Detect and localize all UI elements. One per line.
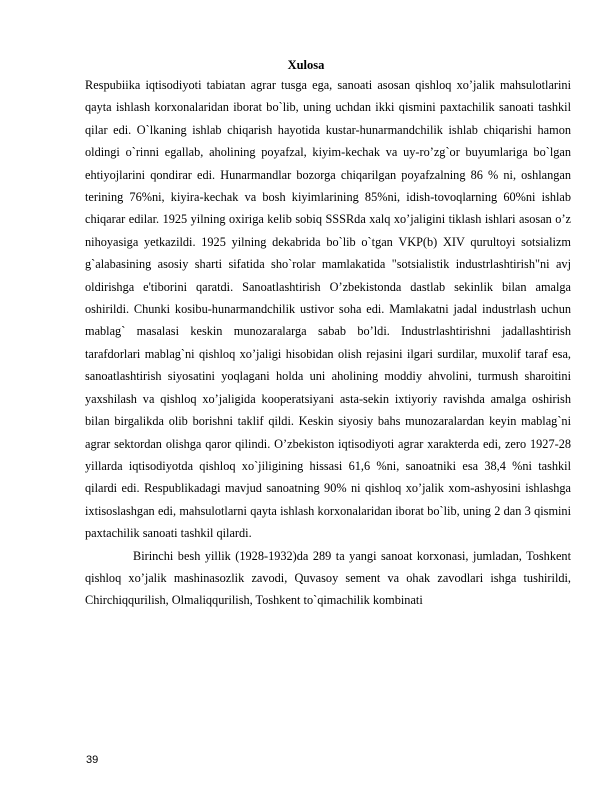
page-number: 39	[86, 754, 99, 766]
body-text	[85, 74, 571, 612]
paragraph: Birinchi besh yillik (1928-1932)da 289 ta yangi sanoat korxonasi, jumladan, Toshkent qishloq xo’jalik mashinasozlik zavodi, Quvasoy sement va ohak zavodlari ishga tushirildi, Chirchiqqurilish, Olmaliqqurilish, Toshkent to`qimachilik kombinati	[85, 548, 571, 608]
page-title: Xulosa	[287, 58, 325, 72]
paragraph: Respubiika iqtisodiyoti tabiatan agrar tusga ega, sanoati asosan qishloq xo’jalik mahsulotlarini qayta ishlash korxonalaridan iborat bo`lib, uning uchdan ikki qismini paxtachilik sanoati tashkil qilar edi. O`lkaning ishlab chiqarish hayotida kustar-hunarmandchilik ishlab chiqarishi hamon oldingi o`rinni egallab, aholining poyafzal, kiyim-kechak va uy-ro’zg`or buyumlariga bo`lgan ehtiyojlarini qondirar edi. Hunarmandlar bozorga chiqarilgan poyafzalning 86 % ni, oshlangan terining 76%ni, kiyira-kechak va bosh kiyimlarining 85%ni, idish-tovoqlarning 60%ni ishlab chiqarar edilar. 1925 yilning oxiriga kelib sobiq SSSRda xalq xo’jaligini tiklash ishlari asosan o’z nihoyasiga yetkazildi. 1925 yilning dekabrida bo`lib o`tgan VKP(b) XIV qurultoyi sotsializm g`alabasining asosiy sharti sifatida sho`rolar mamlakatida "sotsialistik industrlashtirish"ni avj oldirishga e'tiborini qaratdi. Sanoatlashtirish O’zbekistonda dastlab sekinlik bilan amalga oshirildi. Chunki kosibu-hunarmandchilik ustivor soha edi. Mamlakatni jadal industrlash uchun mablag` masalasi keskin munozaralarga sabab bo’ldi. Industrlashtirishni jadallashtirish tarafdorlari mablag`ni qishloq xo’jaligi hisobidan olish rejasini ilgari surdilar, muxolif taraf esa, sanoatlashtirish siyosatini yoqlagani holda uni aholining moddiy ahvolini, turmush sharoitini yaxshilash va qishloq xo’jaligida kooperatsiyani asta-sekin ixtiyoriy ravishda amalga oshirish bilan birgalikda olib borishni taklif qildi. Keskin siyosiy bahs munozaralardan keyin mablag`ni agrar sektordan olishga qaror qilindi. O’zbekiston iqtisodiyoti agrar xarakterda edi, zero 1927-28 yillarda iqtisodiyotda qishloq xo`jiligining hissasi 61,6 %ni, sanoatniki esa 38,4 %ni tashkil qilardi edi. Respublikadagi mavjud sanoatning 90% ni qishloq xo’jalik xom-ashyosini ishlashga ixtisoslashgan edi, mahsulotlarni qayta ishlash korxonalaridan iborat bo`lib, uning 2 dan 3 qismini paxtachilik sanoati tashkil qilardi.	[85, 78, 571, 541]
